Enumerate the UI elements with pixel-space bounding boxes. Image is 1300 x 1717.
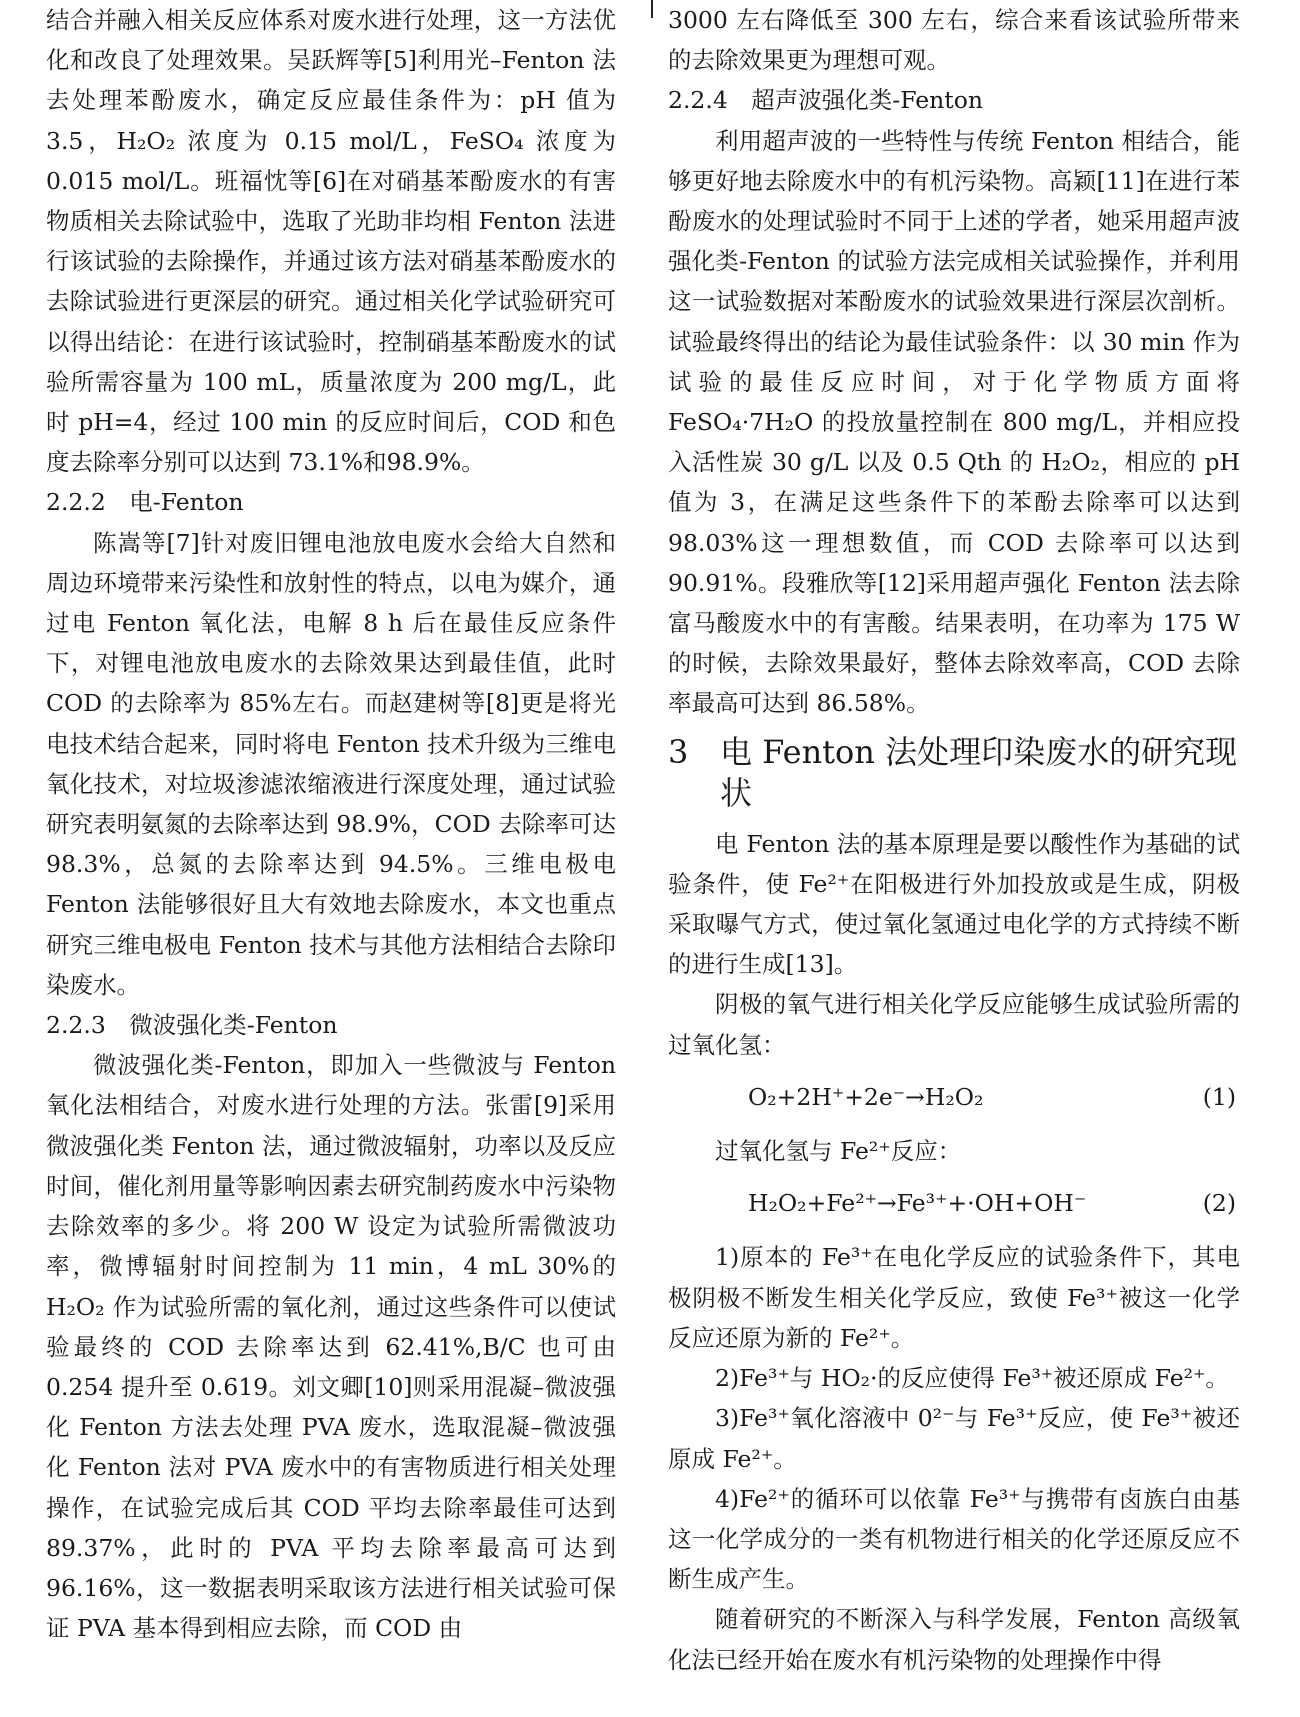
body-paragraph: 阴极的氧气进行相关化学反应能够生成试验所需的过氧化氢： (668, 990, 1240, 1059)
equation-body: O₂+2H⁺+2e⁻→H₂O₂ (748, 1082, 984, 1111)
subsection-heading: 2.2.2 电-Fenton (46, 488, 244, 517)
body-paragraph: 1)原本的 Fe³⁺在电化学反应的试验条件下，其电极阴极不断发生相关化学反应，致使 Fe³⁺被这一化学反应还原为新的 Fe²⁺。 (668, 1243, 1240, 1352)
body-paragraph: 随着研究的不断深入与科学发展，Fenton 高级氧化法已经开始在废水有机污染物的处理操作中得 (668, 1605, 1240, 1674)
body-paragraph: 过氧化氢与 Fe²⁺反应： (715, 1137, 962, 1166)
column-divider (651, 0, 653, 18)
section-title: 电 Fenton 法处理印染废水的研究现状 (720, 732, 1238, 812)
equation-number: (1) (1202, 1082, 1236, 1111)
body-paragraph: 3)Fe³⁺氧化溶液中 0²⁻与 Fe³⁺反应，使 Fe³⁺被还原成 Fe²⁺。 (668, 1404, 1240, 1473)
equation-number: (2) (1202, 1189, 1236, 1218)
equation (668, 1183, 1240, 1223)
equation-body: H₂O₂+Fe²⁺→Fe³⁺+·OH+OH⁻ (748, 1189, 1087, 1218)
body-paragraph: 3000 左右降低至 300 左右，综合来看该试验所带来的去除效果更为理想可观。 (668, 6, 1240, 75)
body-paragraph: 电 Fenton 法的基本原理是要以酸性作为基础的试验条件，使 Fe²⁺在阳极进行外加投放或是生成，阴极采取曝气方式，使过氧化氢通过电化学的方式持续不断的进行生成[13]。 (668, 829, 1240, 979)
body-paragraph: 陈嵩等[7]针对废旧锂电池放电废水会给大自然和周边环境带来污染性和放射性的特点，以电为媒介，通过电 Fenton 氧化法，电解 8 h 后在最佳反应条件下，对锂电池放电废水的去除效果达到最佳值，此时 COD 的去除率为 85%左右。而赵建树等[8]更是将光电技术结合起来，同时将电 Fenton 技术升级为三维电氧化技术，对垃圾渗滤浓缩液进行深度处理，通过试验研究表明氨氮的去除率达到 98.9%，COD 去除率可达 98.3%，总氮的去除率达到 94.5%。三维电极电 Fenton 法能够很好且大有效地去除废水，本文也重点研究三维电极电 Fenton 技术与其他方法相结合去除印染废水。 (46, 528, 616, 999)
body-paragraph: 微波强化类-Fenton，即加入一些微波与 Fenton 氧化法相结合，对废水进行处理的方法。张雷[9]采用微波强化类 Fenton 法，通过微波辐射，功率以及反应时间，催化剂用量等影响因素去研究制药废水中污染物去除效率的多少。将 200 W 设定为试验所需微波功率，微博辐射时间控制为 11 min，4 mL 30%的 H₂O₂ 作为试验所需的氧化剂，通过这些条件可以使试验最终的 COD 去除率达到 62.41%,B/C 也可由 0.254 提升至 0.619。刘文卿[10]则采用混凝–微波强化 Fenton 方法去处理 PVA 废水，选取混凝–微波强化 Fenton 法对 PVA 废水中的有害物质进行相关处理操作，在试验完成后其 COD 平均去除率最佳可达到 89.37%，此时的 PVA 平均去除率最高可达到 96.16%，这一数据表明采取该方法进行相关试验可保证 PVA 基本得到相应去除，而 COD 由 (46, 1051, 616, 1643)
left-column (46, 0, 616, 1648)
subsection-heading: 2.2.3 微波强化类-Fenton (46, 1011, 338, 1040)
body-paragraph: 结合并融入相关反应体系对废水进行处理，这一方法优化和改良了处理效果。吴跃辉等[5]利用光–Fenton 法去处理苯酚废水，确定反应最佳条件为：pH 值为 3.5，H₂O₂ 浓度为 0.15 mol/L，FeSO₄ 浓度为 0.015 mol/L。班福忱等[6]在对硝基苯酚废水的有害物质相关去除试验中，选取了光助非均相 Fenton 法进行该试验的去除操作，并通过该方法对硝基苯酚废水的去除试验进行更深层的研究。通过相关化学试验研究可以得出结论：在进行该试验时，控制硝基苯酚废水的试验所需容量为 100 mL，质量浓度为 200 mg/L，此时 pH=4，经过 100 min 的反应时间后，COD 和色度去除率分别可以达到 73.1%和98.9%。 (46, 6, 616, 477)
equation (668, 1077, 1240, 1117)
section-heading (668, 732, 1240, 814)
right-column (668, 0, 1240, 1680)
body-paragraph: 2)Fe³⁺与 HO₂·的反应使得 Fe³⁺被还原成 Fe²⁺。 (715, 1364, 1229, 1393)
body-paragraph: 4)Fe²⁺的循环可以依靠 Fe³⁺与携带有卤族白由基这一化学成分的一类有机物进行相关的化学还原反应不断生成产生。 (668, 1484, 1240, 1594)
section-number: 3 (668, 732, 689, 771)
subsection-heading: 2.2.4 超声波强化类-Fenton (668, 86, 984, 115)
body-paragraph: 利用超声波的一些特性与传统 Fenton 相结合，能够更好地去除废水中的有机污染物。高颖[11]在进行苯酚废水的处理试验时不同于上述的学者，她采用超声波强化类-Fenton 的试验方法完成相关试验操作，并利用这一试验数据对苯酚废水的试验效果进行深层次剖析。试验最终得出的结论为最佳试验条件：以 30 min 作为试验的最佳反应时间，对于化学物质方面将 FeSO₄·7H₂O 的投放量控制在 800 mg/L，并相应投入活性炭 30 g/L 以及 0.5 Qth 的 H₂O₂，相应的 pH 值为 3，在满足这些条件下的苯酚去除率可以达到 98.03%这一理想数值，而 COD 去除率可以达到 90.91%。段雅欣等[12]采用超声强化 Fenton 法去除富马酸废水中的有害酸。结果表明，在功率为 175 W 的时候，去除效果最好，整体去除效率高，COD 去除率最高可达到 86.58%。 (668, 126, 1240, 718)
